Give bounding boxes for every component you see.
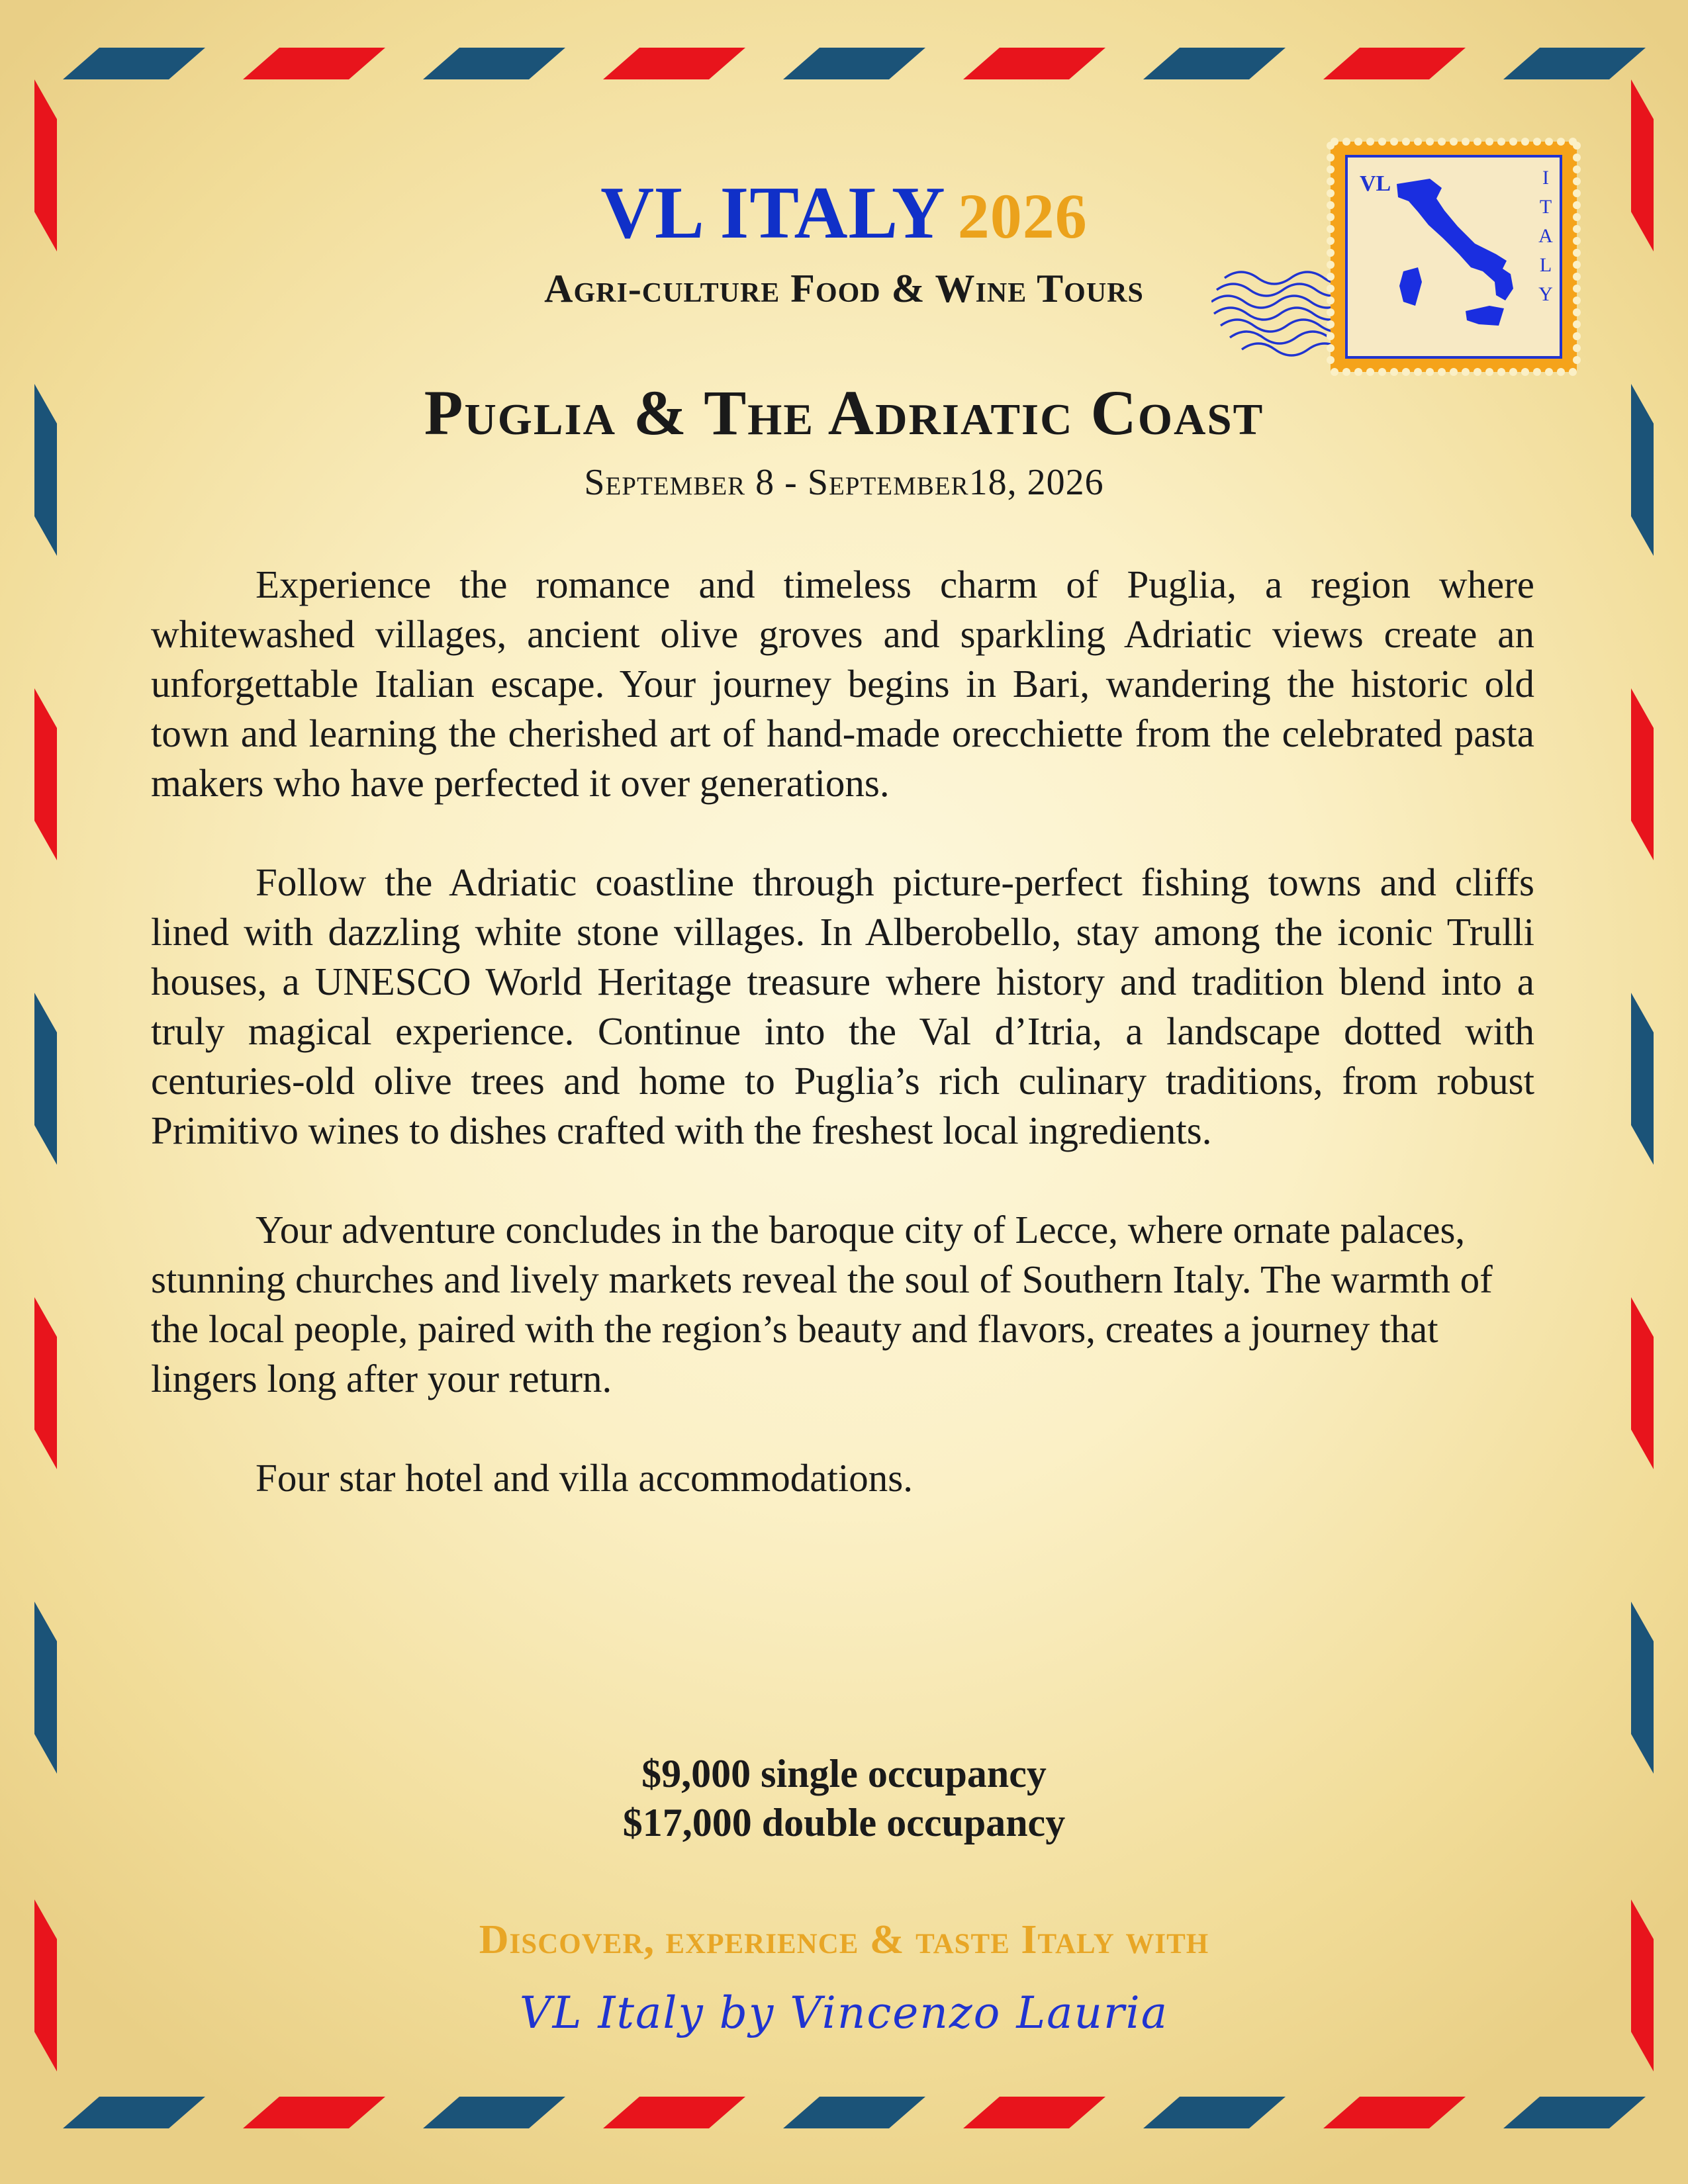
svg-text:A: A (1538, 225, 1553, 247)
svg-text:Y: Y (1538, 283, 1553, 305)
airmail-stripe (1143, 48, 1286, 79)
pricing (0, 1749, 1688, 1847)
airmail-stripe (1323, 2097, 1466, 2128)
paragraph-lecce: Your adventure concludes in the baroque city of Lecce, where ornate palaces, stunning churches and lively markets reveal the soul of Southern Italy. The warmth of the local people, paired with the region’s beauty and flavors, creates a journey that lingers long after your return. (151, 1208, 1493, 1400)
airmail-stripe (1503, 2097, 1646, 2128)
airmail-stripe (603, 2097, 745, 2128)
stamp-corner-text: VL (1360, 171, 1391, 196)
tour-dates: September 8 - September18, 2026 (584, 462, 1104, 503)
brand-tagline: Agri-culture Food & Wine Tours (544, 267, 1144, 310)
price-double: $17,000 double occupancy (622, 1801, 1066, 1844)
airmail-stripe (34, 688, 57, 860)
airmail-stripe (34, 993, 57, 1165)
svg-text:T: T (1539, 196, 1552, 218)
airmail-stripe (423, 48, 565, 79)
airmail-stripe (243, 48, 385, 79)
airmail-stripe (1631, 1297, 1654, 1469)
airmail-stripe (423, 2097, 565, 2128)
discover-line: Discover, experience & taste Italy with (479, 1917, 1209, 1962)
price-single: $9,000 single occupancy (641, 1752, 1047, 1796)
airmail-stripe (603, 48, 745, 79)
airmail-stripe (34, 1297, 57, 1469)
airmail-stripe (1631, 993, 1654, 1165)
paragraph-intro: Experience the romance and timeless charm of Puglia, a region where whitewashed villages, ancient olive groves and sparkling Adriatic views create an unforgettable Italian escape. Your journey begins in Bari, wandering the historic old town and learning the cherished art of hand-made orecchiette from the celebrated pasta makers who have perfected it over generations. (151, 563, 1534, 805)
paragraph-coast: Follow the Adriatic coastline through picture-perfect fishing towns and cliffs lined with dazzling white stone villages. In Alberobello, stay among the iconic Trulli houses, a UNESCO World Heritage treasure where history and tradition blend into a truly magical experience. Continue into the Val d’Itria, a landscape dotted with centuries-old olive trees and home to Puglia’s rich culinary traditions, from robust Primitivo wines to dishes crafted with the freshest local ingredients. (151, 860, 1534, 1152)
brand-heading (0, 171, 1688, 256)
airmail-stripe (1631, 1602, 1654, 1774)
airmail-stripe (963, 2097, 1105, 2128)
airmail-stripe (1143, 2097, 1286, 2128)
brand-name: VL ITALY (600, 172, 946, 254)
brand-year: 2026 (957, 181, 1088, 251)
airmail-stripe (783, 48, 925, 79)
tour-title: Puglia & The Adriatic Coast (424, 377, 1264, 448)
airmail-stripe (1323, 48, 1466, 79)
airmail-stripe (63, 2097, 205, 2128)
airmail-stripe (1503, 48, 1646, 79)
svg-text:L: L (1539, 254, 1552, 276)
airmail-stripe (963, 48, 1105, 79)
airmail-stripe (63, 48, 205, 79)
airmail-stripe (243, 2097, 385, 2128)
paragraph-accommodations: Four star hotel and villa accommodations. (256, 1456, 913, 1500)
airmail-stripe (783, 2097, 925, 2128)
postage-stamp (1211, 132, 1582, 384)
airmail-stripe (1631, 688, 1654, 860)
svg-text:I: I (1542, 167, 1549, 189)
airmail-stripe (34, 1602, 57, 1774)
tour-description (151, 560, 1534, 1553)
signature: VL Italy by Vincenzo Lauria (519, 1987, 1169, 2038)
